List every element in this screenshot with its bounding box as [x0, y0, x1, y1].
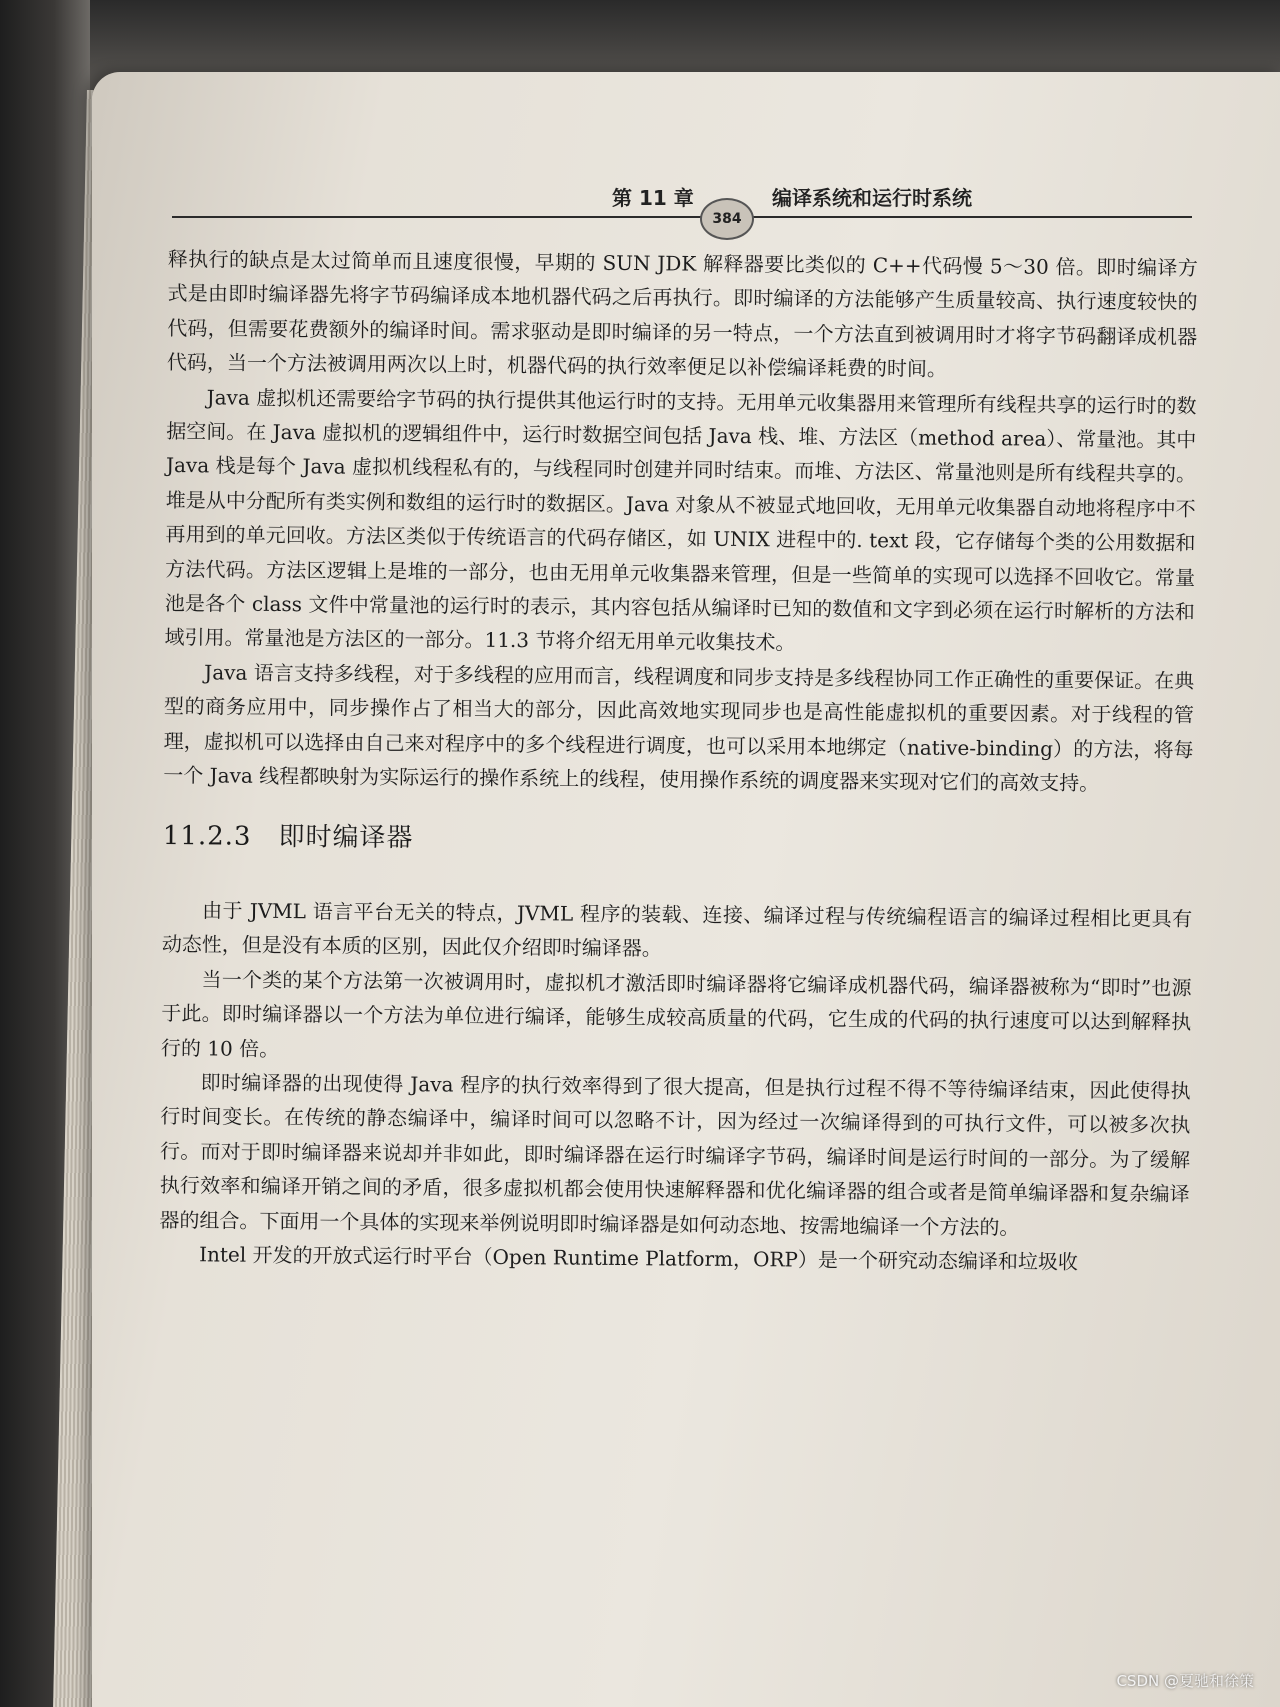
header-rule — [172, 216, 1192, 218]
body-text — [159, 242, 1198, 1280]
paragraph-1: 释执行的缺点是太过简单而且速度很慢，早期的 SUN JDK 解释器要比类似的 C++代码慢 5～30 倍。即时编译方式是由即时编译器先将字节码编译成本地机器代码之后再执行。即时编译的方法能够产生质量较高、执行速度较快的代码，但需要花费额外的编译时间。需求驱动是即时编译的另一特点，一个方法直到被调用时才将字节码翻译成机器代码，当一个方法被调用两次以上时，机器代码的执行效率便足以补偿编译耗费的时间。 — [166, 246, 1198, 382]
paragraph-4: 由于 JVML 语言平台无关的特点，JVML 程序的装载、连接、编译过程与传统编程语言的编译过程相比更具有动态性，但是没有本质的区别，因此仅介绍即时编译器。 — [161, 898, 1193, 961]
chapter-label: 第 11 章 — [612, 186, 694, 210]
chapter-title: 编译系统和运行时系统 — [772, 186, 972, 210]
paragraph-6: 即时编译器的出现使得 Java 程序的执行效率得到了很大提高，但是执行过程不得不等待编译结束，因此使得执行时间变长。在传统的静态编译中，编译时间可以忽略不计，因为经过一次编译得到的可执行文件，可以被多次执行。而对于即时编译器来说却并非如此，即时编译器在运行时编译字节码，编译时间是运行时间的一部分。为了缓解执行效率和编译开销之间的矛盾，很多虚拟机都会使用快速解释器和优化编译器的组合或者是简单编译器和复杂编译器的组合。下面用一个具体的实现来举例说明即时编译器是如何动态地、按需地编译一个方法的。 — [159, 1070, 1191, 1240]
paragraph-3: Java 语言支持多线程，对于多线程的应用而言，线程调度和同步支持是多线程协同工作正确性的重要保证。在典型的商务应用中，同步操作占了相当大的部分，因此高效地实现同步也是高性能虚拟机的重要因素。对于线程的管理，虚拟机可以选择由自己来对程序中的多个线程进行调度，也可以采用本地绑定（native-binding）的方法，将每一个 Java 线程都映射为实际运行的操作系统上的线程，使用操作系统的调度器来实现对它们的高效支持。 — [163, 660, 1195, 796]
book-page — [92, 72, 1280, 1707]
section-heading: 11.2.3 即时编译器 — [162, 820, 414, 853]
paragraph-5: 当一个类的某个方法第一次被调用时，虚拟机才激活即时编译器将它编译成机器代码，编译器被称为“即时”也源于此。即时编译器以一个方法为单位进行编译，能够生成较高质量的代码，它生成的代码的执行速度可以达到解释执行的 10 倍。 — [160, 967, 1192, 1061]
page-number: 384 — [700, 198, 754, 240]
running-header — [172, 176, 1192, 227]
watermark: CSDN @夏驰和徐策 — [1116, 1672, 1254, 1690]
paragraph-7: Intel 开发的开放式运行时平台（Open Runtime Platform，ORP）是一个研究动态编译和垃圾收 — [199, 1242, 1079, 1274]
paragraph-2: Java 虚拟机还需要给字节码的执行提供其他运行时的支持。无用单元收集器用来管理所有线程共享的运行时的数据空间。在 Java 虚拟机的逻辑组件中，运行时数据空间包括 Java 栈、堆、方法区（method area）、常量池。其中 Java 栈是每个 Java 虚拟机线程私有的，与线程同时创建并同时结束。而堆、方法区、常量池则是所有线程共享的。堆是从中分配所有类实例和数组的运行时的数据区。Java 对象从不被显式地回收，无用单元收集器自动地将程序中不再用到的单元回收。方法区类似于传统语言的代码存储区，如 UNIX 进程中的. text 段，它存储每个类的公用数据和方法代码。方法区逻辑上是堆的一部分，也由无用单元收集器来管理，但是一些简单的实现可以选择不回收它。常量池是各个 class 文件中常量池的运行时的表示，其内容包括从编译时已知的数值和文字到必须在运行时解析的方法和域引用。常量池是方法区的一部分。11.3 节将介绍无用单元收集技术。 — [164, 384, 1197, 655]
